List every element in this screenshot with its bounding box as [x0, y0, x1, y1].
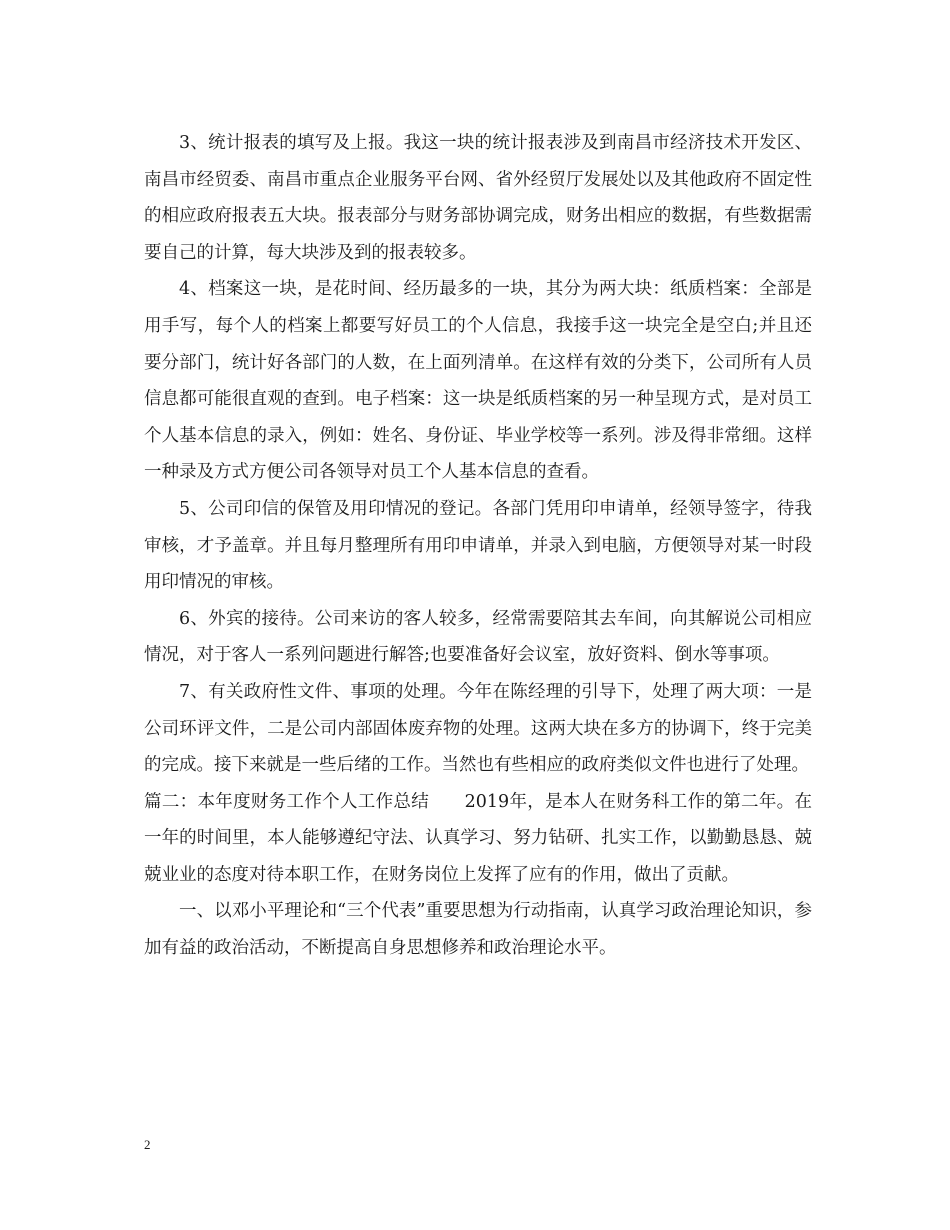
- paragraph-archives: 4、档案这一块，是花时间、经历最多的一块，其分为两大块：纸质档案：全部是用手写，每个人的档案上都要写好员工的个人信息，我接手这一块完全是空白;并且还要分部门，统计好各部门的人数，在上面列清单。在这样有效的分类下，公司所有人员信息都可能很直观的查到。电子档案：这一块是纸质档案的另一种呈现方式，是对员工个人基本信息的录入，例如：姓名、身份证、毕业学校等一系列。涉及得非常细。这样一种录及方式方便公司各领导对员工个人基本信息的查看。: [144, 279, 812, 483]
- paragraph-political-theory: 一、以邓小平理论和“三个代表”重要思想为行动指南，认真学习政治理论知识，参加有益的政治活动，不断提高自身思想修养和政治理论水平。: [144, 901, 812, 959]
- paragraph-government-documents: 7、有关政府性文件、事项的处理。今年在陈经理的引导下，处理了两大项：一是公司环评文件，二是公司内部固体废弃物的处理。这两大块在多方的协调下，终于完美的完成。接下来就是一些后绪的工作。当然也有些相应的政府类似文件也进行了处理。: [144, 681, 812, 776]
- paragraph-statistics-reports: 3、统计报表的填写及上报。我这一块的统计报表涉及到南昌市经济技术开发区、南昌市经贸委、南昌市重点企业服务平台网、省外经贸厅发展处以及其他政府不固定性的相应政府报表五大块。报表部分与财务部协调完成，财务出相应的数据，有些数据需要自己的计算，每大块涉及到的报表较多。: [144, 133, 812, 263]
- paragraph-guest-reception: 6、外宾的接待。公司来访的客人较多，经常需要陪其去车间，向其解说公司相应情况，对于客人一系列问题进行解答;也要准备好会议室，放好资料、倒水等事项。: [144, 608, 812, 666]
- paragraph-seal-management: 5、公司印信的保管及用印情况的登记。各部门凭用印申请单，经领导签字，待我审核，才予盖章。并且每月整理所有用印申请单，并录入到电脑，方便领导对某一时段用印情况的审核。: [144, 498, 812, 593]
- document-body: [144, 125, 812, 967]
- paragraph-section-two-heading: 篇二：本年度财务工作个人工作总结 2019年，是本人在财务科工作的第二年。在一年的时间里，本人能够遵纪守法、认真学习、努力钻研、扎实工作，以勤勤恳恳、兢兢业业的态度对待本职工作，在财务岗位上发挥了应有的作用，做出了贡献。: [144, 791, 812, 885]
- page-number: 2: [144, 1137, 151, 1152]
